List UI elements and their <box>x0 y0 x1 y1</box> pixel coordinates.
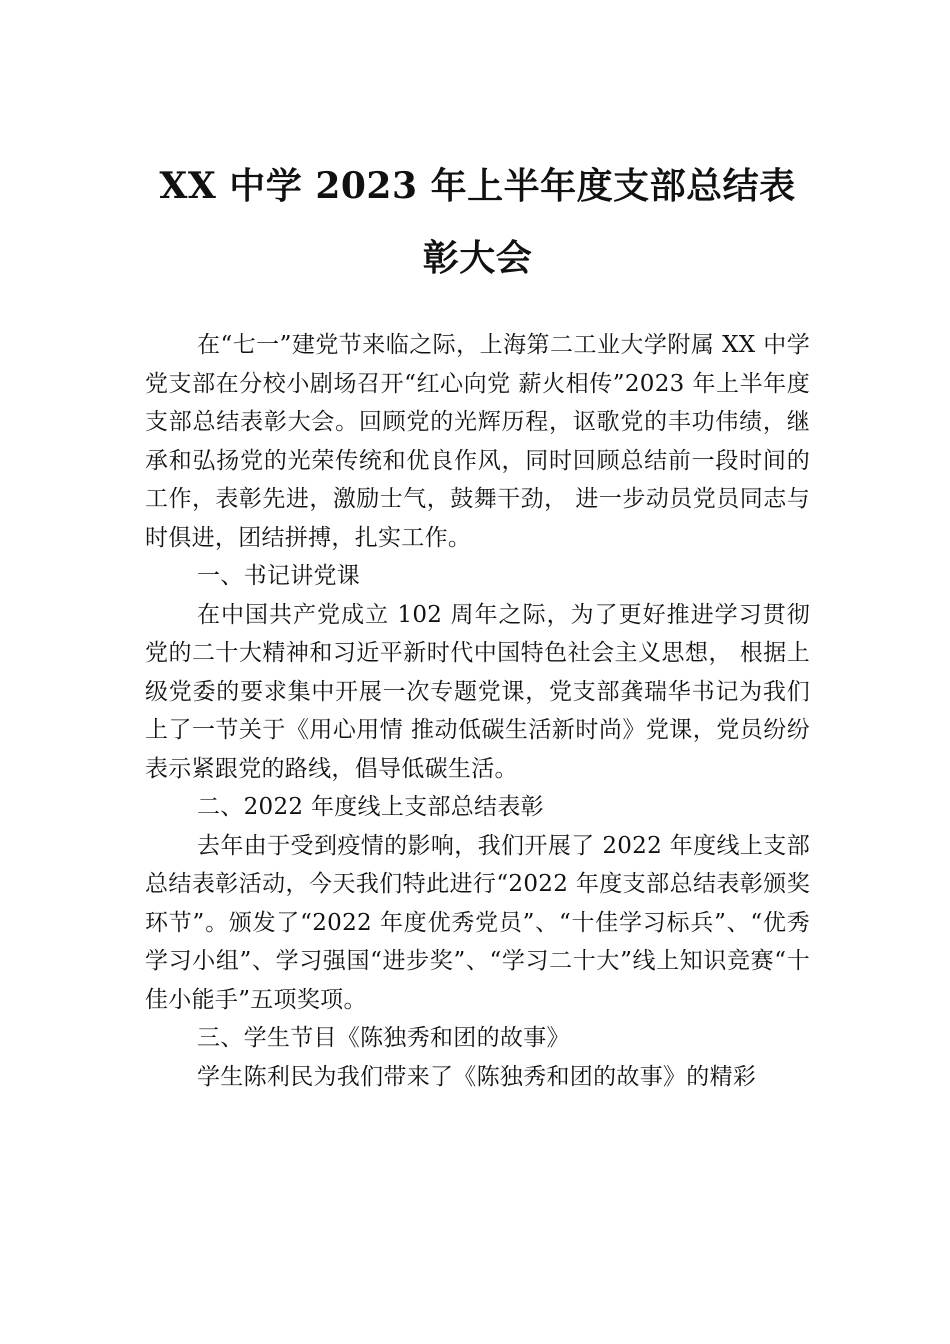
document-title: XX 中学 2023 年上半年度支部总结表彰大会 <box>159 165 796 279</box>
section-heading-1: 一、书记讲党课 <box>197 563 361 589</box>
section-3-paragraph: 学生陈利民为我们带来了《陈独秀和团的故事》的精彩 <box>197 1063 757 1090</box>
intro-paragraph: 在“七一”建党节来临之际，上海第二工业大学附属 XX 中学党支部在分校小剧场召开“红心向党 薪火相传”2023 年上半年度支部总结表彰大会。回顾党的光辉历程，讴歌党的丰功伟绩，继承和弘扬党的光荣传统和优良作风，同时回顾总结前一段时间的工作，表彰先进，激励士气，鼓舞干劲， 进一步动员党员同志与时俱进，团结拼搏，扎实工作。 <box>145 332 810 551</box>
section-heading-2: 二、2022 年度线上支部总结表彰 <box>197 794 544 820</box>
section-1-paragraph: 在中国共产党成立 102 周年之际，为了更好推进学习贯彻党的二十大精神和习近平新时代中国特色社会主义思想， 根据上级党委的要求集中开展一次专题党课，党支部龚瑞华书记为我们上了一节关于《用心用情 推动低碳生活新时尚》党课，党员纷纷表示紧跟党的路线，倡导低碳生活。 <box>145 601 810 782</box>
document-body <box>145 326 810 1096</box>
section-heading-3: 三、学生节目《陈独秀和团的故事》 <box>197 1025 570 1051</box>
section-2-paragraph: 去年由于受到疫情的影响，我们开展了 2022 年度线上支部总结表彰活动，今天我们特此进行“2022 年度支部总结表彰颁奖环节”。颁发了“2022 年度优秀党员”、“十佳学习标兵”、“优秀学习小组”、学习强国“进步奖”、“学习二十大”线上知识竞赛“十佳小能手”五项奖项。 <box>145 832 810 1013</box>
